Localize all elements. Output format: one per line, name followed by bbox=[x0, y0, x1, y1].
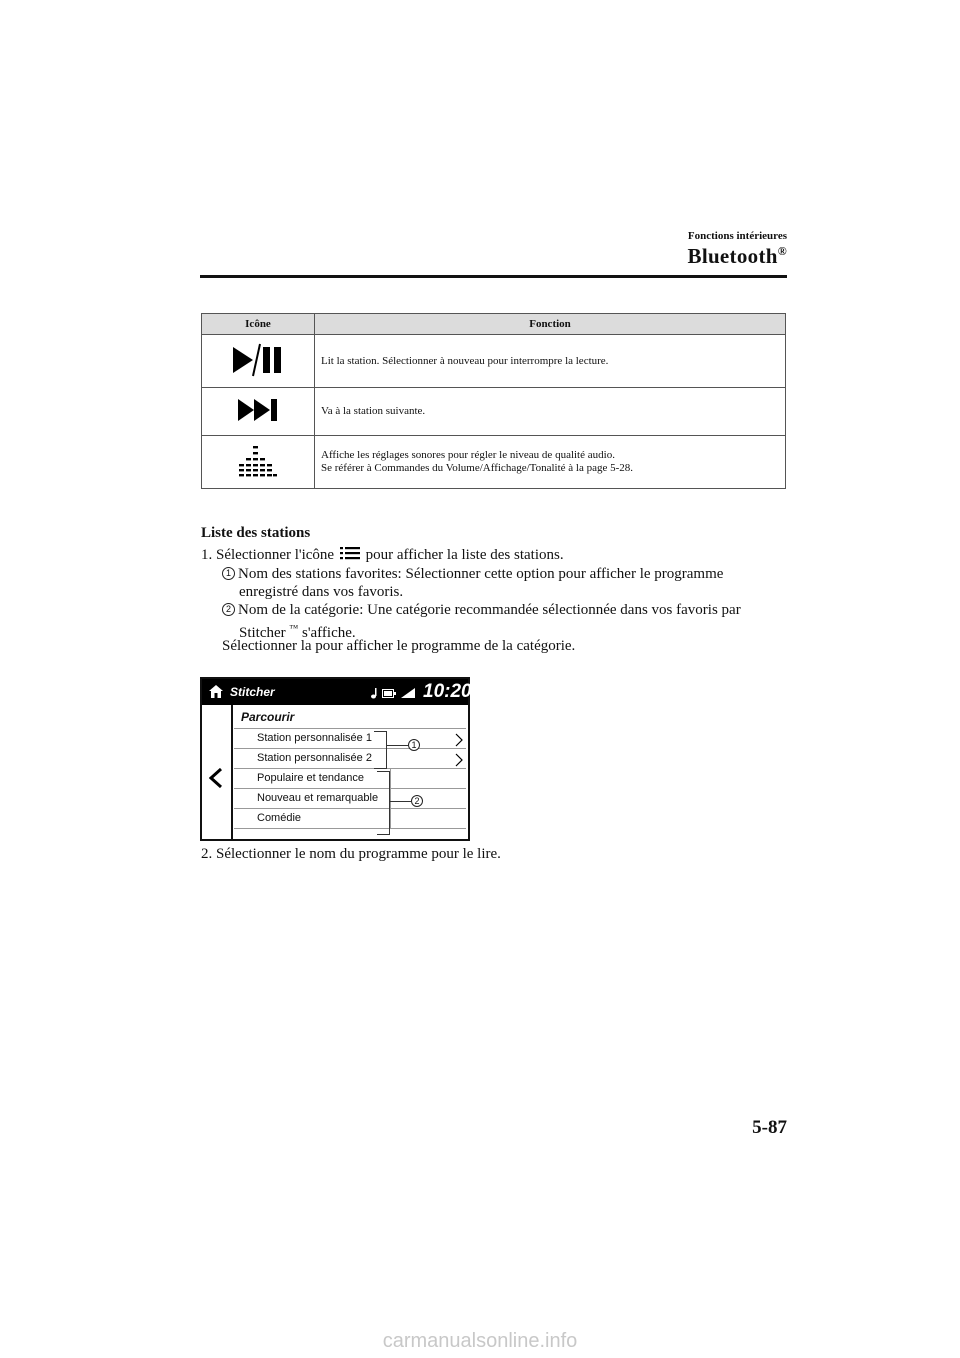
row-description-line: Affiche les réglages sonores pour régler le niveau de qualité audio. bbox=[321, 449, 615, 461]
table-row bbox=[202, 388, 786, 436]
note-2-cont: Stitcher ™ s'affiche. bbox=[239, 623, 356, 641]
list-item-station-2[interactable]: Station personnalisée 2 bbox=[234, 748, 466, 769]
app-name: Stitcher bbox=[230, 685, 275, 699]
section-header: Fonctions intérieures bbox=[687, 230, 787, 242]
battery-icon bbox=[382, 689, 396, 698]
column-header-function: Fonction bbox=[315, 314, 786, 335]
table-row bbox=[202, 436, 786, 489]
note-3: Sélectionner la pour afficher le programme de la catégorie. bbox=[222, 638, 576, 654]
music-note-icon bbox=[370, 688, 378, 699]
callout-bracket-1 bbox=[374, 731, 387, 769]
callout-2: 2 bbox=[411, 795, 423, 807]
chevron-right-icon bbox=[455, 733, 463, 747]
table-row bbox=[202, 335, 786, 388]
play-pause-icon bbox=[231, 342, 285, 378]
note-1-cont: enregistré dans vos favoris. bbox=[239, 584, 404, 600]
step-1: 1. Sélectionner l'icône pour afficher la liste des stations. bbox=[201, 547, 564, 563]
list-item-category-3[interactable]: Comédie bbox=[234, 808, 466, 829]
note-2: 2 Nom de la catégorie: Une catégorie recommandée sélectionnée dans vos favoris par bbox=[222, 601, 741, 619]
list-item-category-2[interactable]: Nouveau et remarquable bbox=[234, 788, 466, 809]
note-1: 1 Nom des stations favorites: Sélectionner cette option pour afficher le programme bbox=[222, 565, 723, 583]
list-item-category-1[interactable]: Populaire et tendance bbox=[234, 768, 466, 789]
icon-function-table bbox=[201, 313, 786, 489]
screen-status-bar bbox=[202, 679, 472, 705]
column-header-icon: Icône bbox=[202, 314, 315, 335]
next-track-icon bbox=[236, 396, 280, 424]
screen-subtitle: Parcourir bbox=[241, 710, 295, 724]
callout-leader-2 bbox=[390, 801, 411, 802]
equalizer-icon bbox=[238, 444, 278, 478]
list-icon bbox=[340, 546, 360, 560]
callout-bracket-2 bbox=[377, 771, 390, 835]
back-panel[interactable] bbox=[202, 705, 233, 839]
step-2: 2. Sélectionner le nom du programme pour le lire. bbox=[201, 846, 501, 862]
chevron-right-icon bbox=[455, 753, 463, 767]
chapter-title: Bluetooth® bbox=[687, 244, 787, 268]
signal-icon bbox=[401, 688, 415, 698]
row-description bbox=[315, 436, 786, 489]
column-divider bbox=[390, 769, 391, 829]
back-arrow-icon[interactable] bbox=[209, 768, 223, 788]
callout-leader-1 bbox=[387, 745, 408, 746]
row-description-line: Se référer à Commandes du Volume/Affichage/Tonalité à la page 5-28. bbox=[321, 462, 634, 474]
home-icon[interactable] bbox=[209, 685, 223, 698]
callout-2-marker: 2 bbox=[222, 603, 235, 616]
list-item-station-1[interactable]: Station personnalisée 1 bbox=[234, 728, 466, 749]
callout-1: 1 bbox=[408, 739, 420, 751]
row-description: Va à la station suivante. bbox=[315, 388, 786, 436]
clock: 10:20 bbox=[423, 681, 472, 702]
section-title: Liste des stations bbox=[201, 525, 311, 541]
row-description: Lit la station. Sélectionner à nouveau pour interrompre la lecture. bbox=[315, 335, 786, 388]
page-number: 5-87 bbox=[752, 1117, 787, 1138]
header-rule bbox=[200, 275, 787, 278]
list-item-empty bbox=[234, 828, 466, 838]
watermark: carmanualsonline.info bbox=[382, 1330, 578, 1352]
stitcher-screen bbox=[200, 677, 470, 841]
callout-1-marker: 1 bbox=[222, 567, 235, 580]
